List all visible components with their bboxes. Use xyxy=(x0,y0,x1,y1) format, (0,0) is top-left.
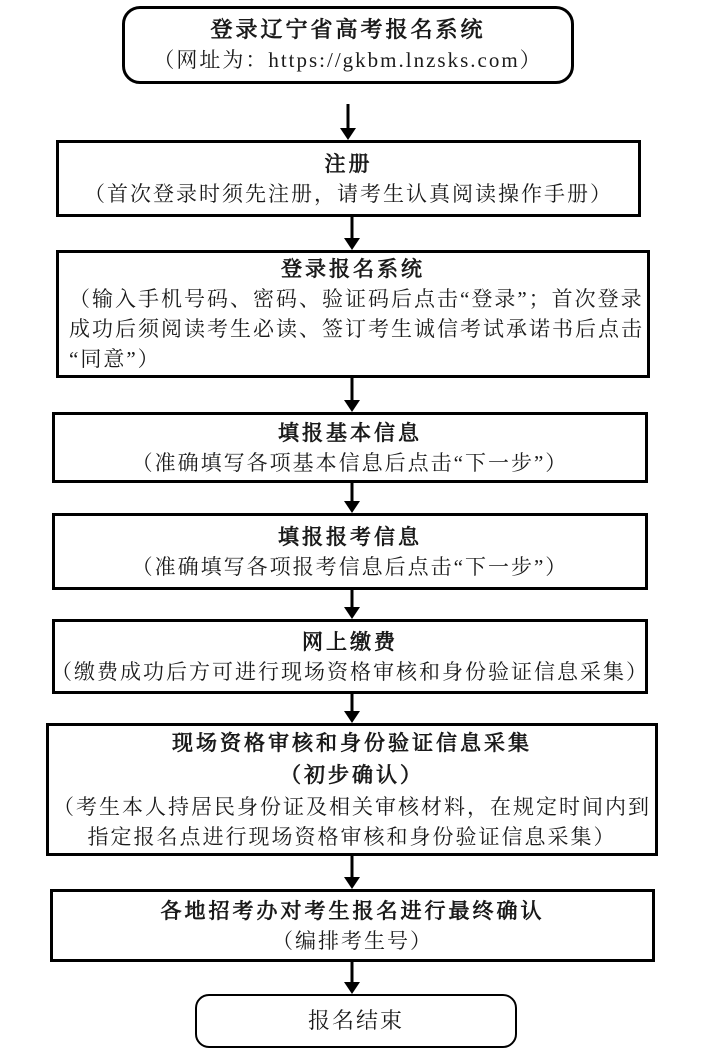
node-body-line: 指定报名点进行现场资格审核和身份验证信息采集） xyxy=(87,824,617,849)
down-arrow-icon xyxy=(344,856,360,889)
flow-node-basic-info xyxy=(52,412,648,483)
node-title: 现场资格审核和身份验证信息采集 xyxy=(172,730,532,755)
down-arrow-icon xyxy=(340,104,356,140)
node-body xyxy=(49,792,655,852)
node-title: 填报报考信息 xyxy=(278,524,422,549)
down-arrow-icon xyxy=(344,217,360,250)
down-arrow-icon xyxy=(344,694,360,723)
node-body-line: 成功后须阅读考生必读、签订考生诚信考试承诺书后点击 xyxy=(69,317,644,341)
node-body: （准确填写各项报考信息后点击“下一步”） xyxy=(131,554,569,579)
node-body: （缴费成功后方可进行现场资格审核和身份验证信息采集） xyxy=(51,659,649,684)
flow-node-exam-info xyxy=(52,513,648,590)
node-body xyxy=(59,284,647,374)
node-body: （编排考生号） xyxy=(272,928,433,953)
down-arrow-icon xyxy=(344,962,360,994)
flow-node-end xyxy=(195,994,517,1048)
node-title: 报名结束 xyxy=(307,1008,404,1033)
node-body: （网址为：https://gkbm.lnzsks.com） xyxy=(153,48,543,72)
down-arrow-icon xyxy=(344,590,360,619)
node-body-line: （输入手机号码、密码、验证码后点击“登录”；首次登录 xyxy=(69,287,644,311)
node-subtitle: （初步确认） xyxy=(280,762,424,787)
node-title: 登录辽宁省高考报名系统 xyxy=(210,17,486,42)
node-title: 各地招考办对考生报名进行最终确认 xyxy=(160,898,545,923)
down-arrow-icon xyxy=(344,378,360,412)
flow-node-onsite-verification xyxy=(46,723,658,856)
node-title: 网上缴费 xyxy=(302,629,398,654)
flow-node-final-confirmation xyxy=(50,889,655,962)
down-arrow-icon xyxy=(344,483,360,513)
flow-node-login-portal xyxy=(122,6,574,84)
node-title: 登录报名系统 xyxy=(281,257,425,281)
node-title: 注册 xyxy=(324,151,373,176)
flow-node-register xyxy=(56,140,641,217)
node-body: （准确填写各项基本信息后点击“下一步”） xyxy=(131,450,569,475)
node-body-line: （考生本人持居民身份证及相关审核材料，在规定时间内到 xyxy=(53,794,651,819)
node-body-line: “同意”） xyxy=(69,347,161,371)
node-title: 填报基本信息 xyxy=(278,420,422,445)
node-body: （首次登录时须先注册，请考生认真阅读操作手册） xyxy=(84,181,613,206)
flow-node-login-system xyxy=(56,250,650,378)
flow-node-online-payment xyxy=(52,619,648,694)
